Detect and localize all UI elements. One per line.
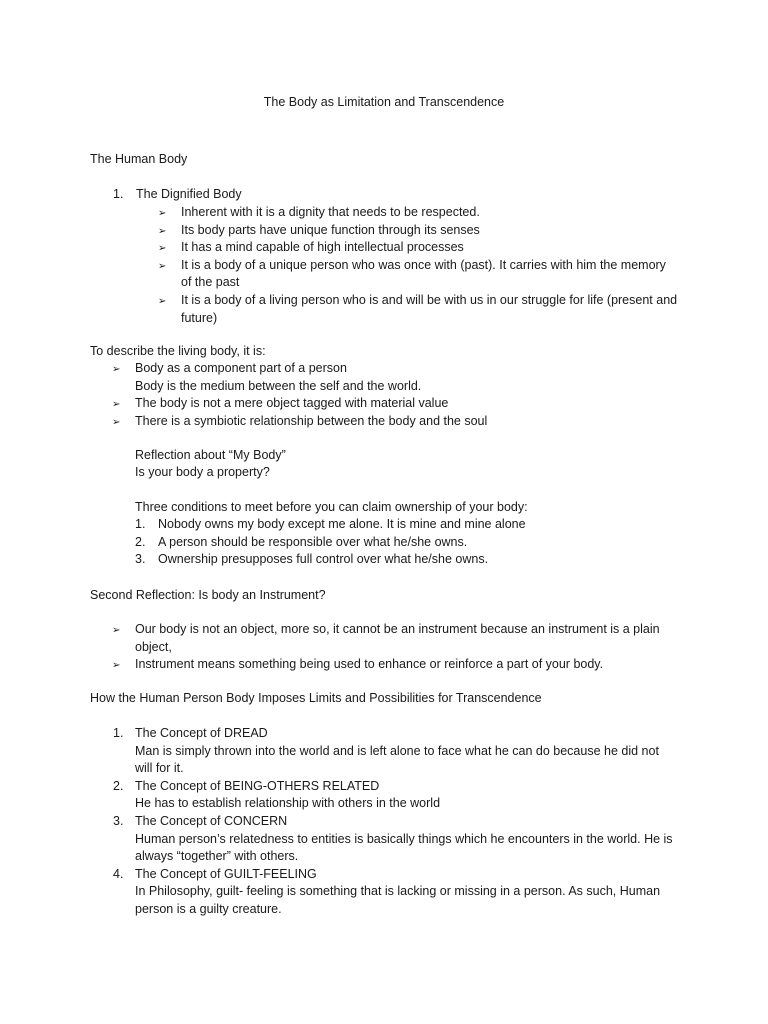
section-heading-living-body: To describe the living body, it is: [90, 344, 266, 358]
concept-title: The Concept of DREAD [135, 726, 268, 740]
list-item: 3. The Concept of CONCERN Human person’s relatedness to entities is basically things which he encounters in the world. He is always “together” with others. [113, 813, 673, 866]
arrow-bullet-icon: ➢ [158, 208, 167, 219]
conditions-intro: Three conditions to meet before you can claim ownership of your body: [135, 500, 528, 514]
list-item: ➢ Our body is not an object, more so, it cannot be an instrument because an instrument is a plain object, [112, 622, 660, 654]
concept-title: The Concept of CONCERN [135, 813, 288, 828]
concept-title: The Concept of GUILT-FEELING [135, 866, 317, 881]
item-title: The Dignified Body [136, 187, 242, 201]
list-item: ➢ The body is not a mere object tagged with material value [112, 395, 672, 413]
arrow-bullet-icon: ➢ [112, 416, 121, 428]
section-heading-second-reflection: Second Reflection: Is body an Instrument? [90, 588, 326, 602]
list-item: 4. The Concept of GUILT-FEELING In Philosophy, guilt- feeling is something that is lacking or missing in a person. As such, Human person is a guilty creature. [113, 866, 673, 919]
living-body-bullets [112, 360, 672, 430]
list-item: 3. Ownership presupposes full control over what he/she owns. [135, 552, 489, 567]
concept-description: Human person’s relatedness to entities is basically things which he encounters in the world. He is always “together” with others. [135, 831, 673, 864]
dignified-body-bullets [158, 204, 678, 327]
concept-description: Man is simply thrown into the world and is left alone to face what he can do because he did not will for it. [135, 743, 659, 776]
arrow-bullet-icon: ➢ [158, 260, 167, 272]
concept-description: He has to establish relationship with others in the world [135, 796, 441, 811]
arrow-bullet-icon: ➢ [112, 625, 121, 636]
list-item: 1. The Concept of DREAD Man is simply thrown into the world and is left alone to face what he can do because he did not will for it. [113, 725, 673, 778]
list-item: ➢ Body as a component part of a person [112, 360, 672, 378]
arrow-bullet-icon: ➢ [158, 243, 167, 255]
concept-description: In Philosophy, guilt- feeling is something that is lacking or missing in a person. As such, Human person is a guilty creature. [135, 884, 661, 916]
limits-concepts-list [113, 725, 673, 919]
section-heading-human-body: The Human Body [90, 152, 188, 166]
ownership-conditions-list [135, 516, 675, 569]
list-item: ➢ Inherent with it is a dignity that needs to be respected. [158, 204, 678, 222]
reflection-question: Is your body a property? [135, 465, 270, 479]
arrow-bullet-icon: ➢ [112, 660, 121, 672]
arrow-bullet-icon: ➢ [158, 295, 167, 307]
list-item: 2. The Concept of BEING-OTHERS RELATED He has to establish relationship with others in the world [113, 778, 673, 813]
document-title: The Body as Limitation and Transcendence [263, 95, 505, 109]
list-item: ➢ It has a mind capable of high intellectual processes [158, 239, 678, 257]
arrow-bullet-icon: ➢ [158, 225, 167, 237]
list-item: 2. A person should be responsible over what he/she owns. [135, 534, 468, 549]
item-number: 1. [113, 187, 124, 201]
list-item: ➢ It is a body of a unique person who was once with (past). It carries with him the memory of the past [158, 257, 666, 290]
list-item: 1. Nobody owns my body except me alone. It is mine and mine alone [135, 517, 526, 531]
arrow-bullet-icon: ➢ [112, 364, 121, 375]
instrument-bullets [112, 621, 672, 674]
arrow-bullet-icon: ➢ [112, 399, 121, 411]
concept-title: The Concept of BEING-OTHERS RELATED [135, 778, 380, 793]
list-item: ➢ Instrument means something being used to enhance or reinforce a part of your body. [112, 656, 672, 674]
section-heading-limits: How the Human Person Body Imposes Limits and Possibilities for Transcendence [90, 691, 542, 705]
list-item-continuation: Body is the medium between the self and the world. [135, 378, 422, 393]
list-item: ➢ There is a symbiotic relationship between the body and the soul [112, 413, 672, 431]
reflection-title: Reflection about “My Body” [135, 448, 286, 462]
list-item: ➢ It is a body of a living person who is and will be with us in our struggle for life (present and future) [158, 292, 678, 325]
list-item: ➢ Its body parts have unique function through its senses [158, 222, 678, 240]
